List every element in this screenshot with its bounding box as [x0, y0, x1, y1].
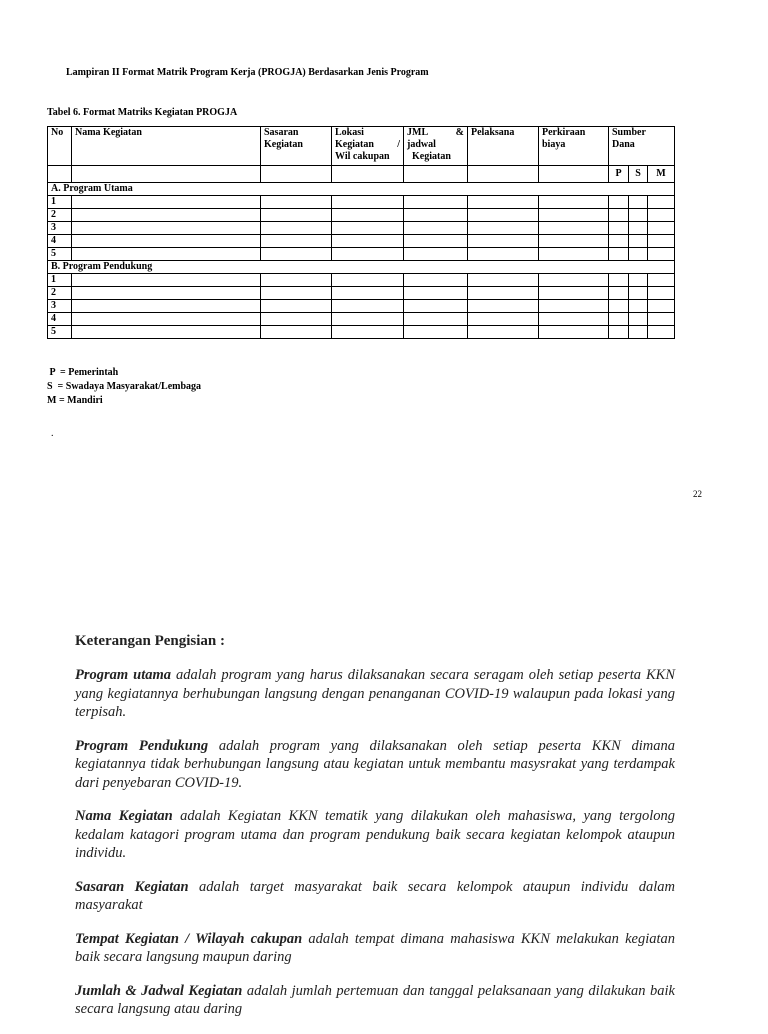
- table-cell: [468, 287, 539, 300]
- table-cell: [629, 274, 648, 287]
- col-header-lokasi: [332, 127, 404, 166]
- table-cell: [648, 313, 675, 326]
- table-cell: [629, 300, 648, 313]
- table-row: [48, 313, 675, 326]
- table-cell: [261, 300, 332, 313]
- row-number: 5: [48, 248, 72, 261]
- table-cell: [648, 300, 675, 313]
- table-cell: [609, 196, 629, 209]
- table-subheader-row: [48, 166, 675, 183]
- col-header-m: M: [648, 166, 675, 183]
- col-header-no: No: [48, 127, 72, 166]
- table-cell: [539, 209, 609, 222]
- table-cell: [261, 313, 332, 326]
- keterangan-paragraph: [75, 878, 675, 915]
- legend-item-m: M = Mandiri: [47, 395, 103, 406]
- table-cell: [72, 274, 261, 287]
- table-cell: [72, 313, 261, 326]
- table-cell: [332, 300, 404, 313]
- table-cell: [332, 248, 404, 261]
- table-cell: [332, 222, 404, 235]
- keterangan-list: [75, 666, 675, 1019]
- keterangan-term: Jumlah & Jadwal Kegiatan: [75, 982, 243, 999]
- keterangan-paragraph: [75, 982, 675, 1019]
- table-cell: [404, 222, 468, 235]
- table-cell: [539, 222, 609, 235]
- table-cell: [629, 235, 648, 248]
- keterangan-description: adalah program yang harus dilaksanakan secara seragam oleh setiap peserta KKN yang kegiatannya berhubungan langsung dengan penanganan COVID-19 walaupun pada lokasi yang terpisah.: [75, 667, 675, 720]
- table-cell: [609, 209, 629, 222]
- table-cell: [261, 166, 332, 183]
- table-cell: [629, 248, 648, 261]
- table-cell: [404, 235, 468, 248]
- table-header-row: [48, 127, 675, 166]
- table-cell: [332, 313, 404, 326]
- table-cell: [539, 300, 609, 313]
- table-cell: [648, 209, 675, 222]
- table-cell: [72, 248, 261, 261]
- header-line: Kegiatan: [412, 151, 451, 162]
- keterangan-description: adalah tempat dimana mahasiswa KKN melakukan kegiatan baik secara langsung maupun daring: [75, 930, 676, 965]
- table-cell: [72, 196, 261, 209]
- header-line: Sasaran: [264, 127, 299, 138]
- keterangan-description: adalah target masyarakat baik secara kelompok ataupun individu dalam masyarakat: [75, 878, 675, 913]
- keterangan-section: [75, 633, 675, 1034]
- row-number: 2: [48, 287, 72, 300]
- table-cell: [609, 287, 629, 300]
- table-cell: [261, 235, 332, 248]
- table-row: [48, 196, 675, 209]
- table-cell: [609, 326, 629, 339]
- table-cell: [539, 313, 609, 326]
- table-cell: [609, 300, 629, 313]
- row-number: 5: [48, 326, 72, 339]
- table-cell: [404, 274, 468, 287]
- section-row-program-utama: [48, 183, 675, 196]
- table-cell: [261, 222, 332, 235]
- keterangan-paragraph: [75, 666, 675, 722]
- keterangan-term: Program Pendukung: [75, 737, 209, 754]
- table-cell: [404, 209, 468, 222]
- header-word: &: [455, 127, 464, 138]
- table-cell: [468, 235, 539, 248]
- program-pendukung-rows: [48, 274, 675, 339]
- table-cell: [609, 222, 629, 235]
- table-cell: [332, 166, 404, 183]
- keterangan-term: Sasaran Kegiatan: [75, 878, 189, 895]
- header-line: Lokasi: [335, 127, 364, 138]
- table-cell: [332, 209, 404, 222]
- table-row: [48, 209, 675, 222]
- table-cell: [332, 235, 404, 248]
- table-cell: [72, 235, 261, 248]
- section-label: B. Program Pendukung: [48, 261, 675, 274]
- keterangan-paragraph: [75, 807, 675, 863]
- progja-matrix-table: [47, 126, 675, 339]
- keterangan-description: adalah jumlah pertemuan dan tanggal pelaksanaan yang dilakukan baik secara langsung atau daring: [75, 982, 675, 1017]
- table-cell: [72, 222, 261, 235]
- table-cell: [609, 248, 629, 261]
- header-word: JML: [407, 127, 429, 138]
- table-row: [48, 248, 675, 261]
- document-title: Lampiran II Format Matrik Program Kerja (PROGJA) Berdasarkan Jenis Program: [66, 67, 429, 78]
- table-cell: [539, 166, 609, 183]
- table-cell: [72, 166, 261, 183]
- col-header-sumber-dana: [609, 127, 675, 166]
- table-cell: [629, 222, 648, 235]
- keterangan-description: adalah Kegiatan KKN tematik yang dilakukan oleh mahasiswa, yang tergolong kedalam katagori program utama dan program pendukung baik secara kegiatan kelompok ataupun individu.: [75, 808, 675, 861]
- table-cell: [539, 196, 609, 209]
- table-cell: [468, 166, 539, 183]
- col-header-pelaksana: Pelaksana: [468, 127, 539, 166]
- table-cell: [332, 287, 404, 300]
- header-line: [407, 127, 464, 139]
- table-cell: [539, 235, 609, 248]
- header-word: /: [397, 139, 400, 150]
- table-cell: [468, 222, 539, 235]
- program-utama-rows: [48, 196, 675, 261]
- table-cell: [72, 326, 261, 339]
- table-cell: [404, 248, 468, 261]
- stray-dot: .: [51, 428, 54, 439]
- keterangan-description: adalah program yang dilaksanakan oleh setiap peserta KKN dimana kegiatannya tidak berhubungan langsung atau kegiatan untuk membantu masysrakat yang terdampak dari penyebaran COVID-19.: [75, 737, 675, 791]
- page-number: 22: [693, 489, 702, 499]
- col-header-sasaran: [261, 127, 332, 166]
- table-cell: [648, 196, 675, 209]
- table-cell: [468, 313, 539, 326]
- table-cell: [332, 326, 404, 339]
- table-cell: [261, 326, 332, 339]
- header-line: biaya: [542, 139, 566, 150]
- table-cell: [404, 326, 468, 339]
- table-cell: [629, 313, 648, 326]
- table-cell: [648, 222, 675, 235]
- header-line: Perkiraan: [542, 127, 586, 138]
- table-cell: [72, 300, 261, 313]
- row-number: 3: [48, 222, 72, 235]
- table-cell: [468, 274, 539, 287]
- legend-item-p: P = Pemerintah: [47, 367, 119, 378]
- table-cell: [648, 274, 675, 287]
- table-cell: [261, 209, 332, 222]
- table-cell: [539, 326, 609, 339]
- table-cell: [539, 248, 609, 261]
- table-cell: [629, 287, 648, 300]
- table-cell: [332, 274, 404, 287]
- table-row: [48, 222, 675, 235]
- table-cell: [648, 248, 675, 261]
- row-number: 4: [48, 313, 72, 326]
- table-cell: [404, 287, 468, 300]
- legend-item-s: S = Swadaya Masyarakat/Lembaga: [47, 381, 202, 392]
- table-cell: [648, 287, 675, 300]
- header-line: jadwal: [407, 139, 436, 150]
- table-cell: [332, 196, 404, 209]
- table-row: [48, 300, 675, 313]
- table-cell: [468, 248, 539, 261]
- keterangan-term: Nama Kegiatan: [75, 808, 173, 824]
- col-header-p: P: [609, 166, 629, 183]
- table-cell: [261, 196, 332, 209]
- table-cell: [404, 166, 468, 183]
- table-cell: [72, 287, 261, 300]
- table-cell: [609, 313, 629, 326]
- table-cell: [468, 209, 539, 222]
- table-cell: [648, 235, 675, 248]
- keterangan-paragraph: [75, 737, 675, 793]
- table-cell: [48, 166, 72, 183]
- table-row: [48, 274, 675, 287]
- keterangan-term: Tempat Kegiatan / Wilayah cakupan: [75, 930, 303, 947]
- header-line: Kegiatan: [264, 139, 303, 150]
- table-row: [48, 235, 675, 248]
- keterangan-term: Program utama: [75, 667, 172, 683]
- col-header-perkiraan-biaya: [539, 127, 609, 166]
- header-line: Dana: [612, 139, 635, 150]
- table-cell: [261, 274, 332, 287]
- table-cell: [72, 209, 261, 222]
- table-caption: Tabel 6. Format Matriks Kegiatan PROGJA: [47, 107, 238, 118]
- col-header-nama-kegiatan: Nama Kegiatan: [72, 127, 261, 166]
- table-cell: [609, 235, 629, 248]
- col-header-jml-jadwal: [404, 127, 468, 166]
- header-line: Wil cakupan: [335, 151, 390, 162]
- section-row-program-pendukung: [48, 261, 675, 274]
- table-cell: [404, 300, 468, 313]
- table-cell: [539, 274, 609, 287]
- header-line: Sumber: [612, 127, 646, 138]
- header-word: Kegiatan: [335, 139, 374, 150]
- table-cell: [468, 326, 539, 339]
- table-cell: [629, 326, 648, 339]
- row-number: 4: [48, 235, 72, 248]
- table-cell: [539, 287, 609, 300]
- table-cell: [261, 248, 332, 261]
- row-number: 3: [48, 300, 72, 313]
- row-number: 2: [48, 209, 72, 222]
- keterangan-paragraph: [75, 930, 675, 967]
- col-header-s: S: [629, 166, 648, 183]
- row-number: 1: [48, 196, 72, 209]
- table-cell: [261, 287, 332, 300]
- header-line: [335, 139, 400, 151]
- table-cell: [404, 313, 468, 326]
- table-cell: [468, 196, 539, 209]
- table-cell: [609, 274, 629, 287]
- table-cell: [468, 300, 539, 313]
- legend: [47, 366, 201, 408]
- row-number: 1: [48, 274, 72, 287]
- keterangan-heading: Keterangan Pengisian :: [75, 633, 225, 649]
- table-row: [48, 287, 675, 300]
- table-cell: [404, 196, 468, 209]
- table-cell: [629, 196, 648, 209]
- table-row: [48, 326, 675, 339]
- table-cell: [629, 209, 648, 222]
- section-label: A. Program Utama: [48, 183, 675, 196]
- table-cell: [648, 326, 675, 339]
